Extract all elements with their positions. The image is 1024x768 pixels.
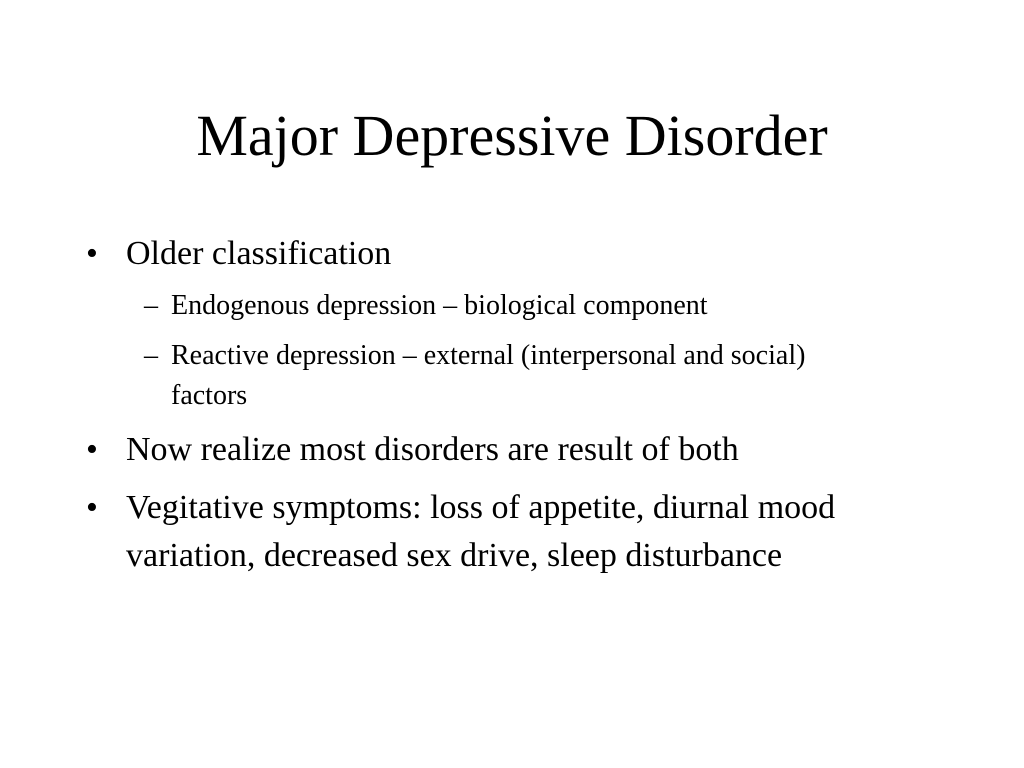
sub-bullet-text: Endogenous depression – biological component [171,290,708,321]
bullet-marker: • [86,235,98,272]
bullet-text: Vegitative symptoms: loss of appetite, diurnal mood variation, decreased sex drive, sleep disturbance [126,489,836,574]
bullet-text: Older classification [126,235,392,272]
bullet-text: Now realize most disorders are result of both [126,431,739,468]
sub-bullet-text: Reactive depression – external (interpersonal and social) factors [171,340,806,411]
bullet-marker: • [86,489,98,526]
slide-title: Major Depressive Disorder [196,103,828,168]
dash-marker: – [144,290,158,321]
dash-marker: – [144,340,158,371]
bullet-marker: • [86,431,98,468]
